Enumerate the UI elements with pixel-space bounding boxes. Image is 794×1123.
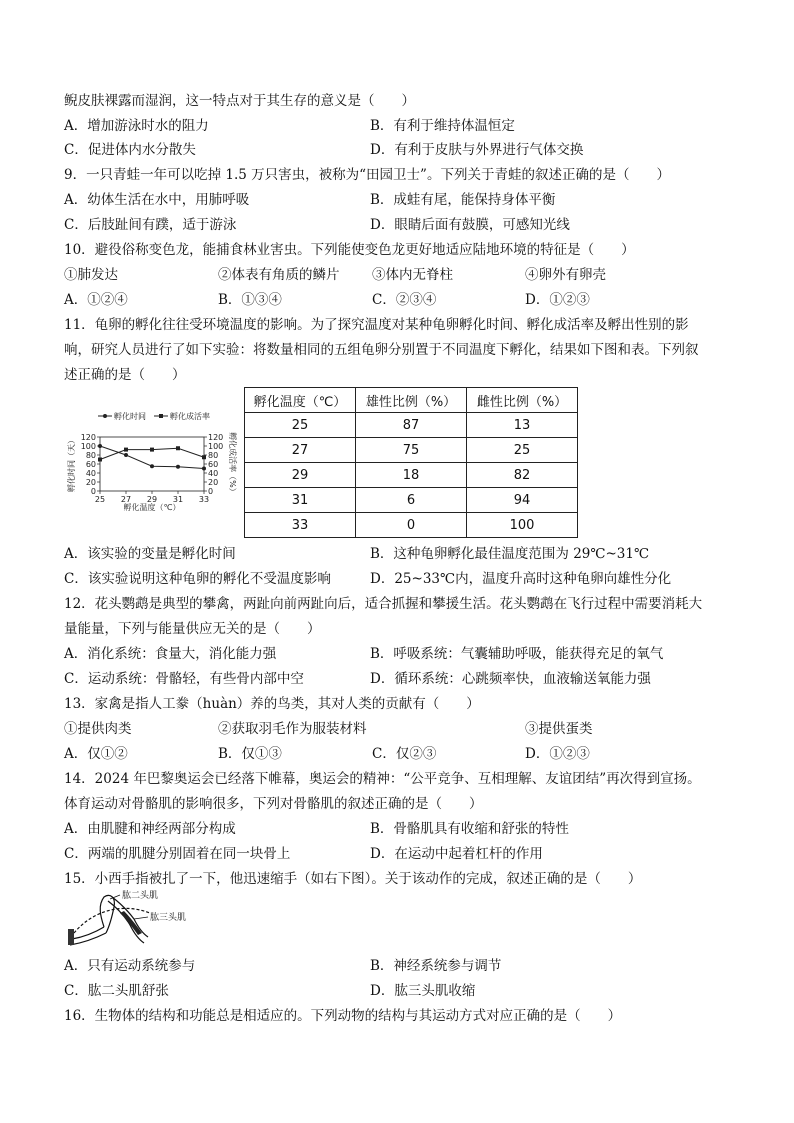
q10-statement-3: ③体内无脊柱: [372, 267, 453, 283]
q14-option-c: C．两端的肌腱分别固着在同一块骨上: [64, 846, 291, 862]
table-cell: 87: [356, 413, 467, 438]
q9-option-a: A．幼体生活在水中，用肺呼吸: [64, 192, 250, 208]
legend-label-2: 孵化成活率: [170, 412, 210, 421]
table-cell: 33: [245, 513, 356, 538]
q12-stem-line-1: 12．花头鹦鹉是典型的攀禽，两趾向前两趾向后，适合抓握和攀援生活。花头鹦鹉在飞行过程中需要消耗大: [64, 596, 703, 612]
q9-stem: 9．一只青蛙一年可以吃掉 1.5 万只害虫，被称为“田园卫士”。下列关于青蛙的叙述正确的是（ ）: [64, 167, 670, 183]
table-cell: 82: [467, 463, 578, 488]
table-cell: 0: [356, 513, 467, 538]
series-point-2: [176, 446, 180, 450]
q12-option-b: B．呼吸系统：气囊辅助呼吸，能获得充足的氧气: [370, 646, 664, 662]
table-row: [245, 438, 578, 463]
x-tick-label: 27: [120, 495, 132, 504]
q11-stem-line-1: 11．龟卵的孵化往往受环境温度的影响。为了探究温度对某种龟卵孵化时间、孵化成活率及孵出性别的影: [64, 317, 689, 333]
q13-option-a: A．仅①②: [64, 746, 128, 762]
y-left-tick-label: 0: [90, 487, 96, 496]
q11-option-a: A．该实验的变量是孵化时间: [64, 546, 236, 562]
q15-stem: 15．小西手指被扎了一下，他迅速缩手（如右下图）。关于该动作的完成，叙述正确的是（ ）: [64, 871, 642, 887]
q13-option-d: D．①②③: [525, 746, 590, 762]
q11-option-c: C．该实验说明这种龟卵的孵化不受温度影响: [64, 571, 331, 587]
q10-option-a: A．①②④: [64, 292, 128, 308]
q10-statement-4: ④卵外有卵壳: [525, 267, 606, 283]
q13-statement-1: ①提供肉类: [64, 721, 132, 737]
table-cell: 13: [467, 413, 578, 438]
y-left-tick-label: 120: [80, 433, 96, 442]
q14-stem-line-2: 体育运动对骨骼肌的影响很多，下列对骨骼肌的叙述正确的是（ ）: [64, 796, 483, 812]
q12-option-a: A．消化系统：食量大，消化能力强: [64, 646, 277, 662]
hatching-chart: [64, 409, 240, 513]
y-right-tick-label: 0: [208, 487, 214, 496]
table-cell: 25: [245, 413, 356, 438]
y-left-tick-label: 40: [85, 469, 96, 478]
q8-option-c: C．促进体内水分散失: [64, 142, 196, 158]
legend-marker-2: [159, 414, 163, 418]
legend-label-1: 孵化时间: [114, 412, 146, 421]
series-point-1: [124, 453, 128, 457]
table-cell: 75: [356, 438, 467, 463]
q12-option-d: D．循环系统：心跳频率快，血液输送氧能力强: [370, 671, 651, 687]
series-point-2: [124, 448, 128, 452]
table-header-cell: 雄性比例（%）: [356, 388, 467, 413]
q12-option-c: C．运动系统：骨骼轻，有些骨内部中空: [64, 671, 304, 687]
q13-statement-3: ③提供蛋类: [525, 721, 593, 737]
q9-option-b: B．成蛙有尾，能保持身体平衡: [370, 192, 556, 208]
series-point-2: [150, 448, 154, 452]
series-point-2: [98, 458, 102, 462]
q15-option-c: C．肱二头肌舒张: [64, 983, 169, 999]
q10-statement-2: ②体表有角质的鳞片: [218, 267, 340, 283]
table-cell: 94: [467, 488, 578, 513]
q16-stem: 16．生物体的结构和功能总是相适应的。下列动物的结构与其运动方式对应正确的是（ ）: [64, 1008, 622, 1024]
triceps-label: 肱三头肌: [150, 913, 187, 923]
q13-option-c: C．仅②③: [372, 746, 437, 762]
table-row: [245, 488, 578, 513]
q11-option-d: D．25~33℃内，温度升高时这种龟卵向雄性分化: [370, 571, 672, 587]
series-point-1: [150, 464, 154, 468]
q14-stem-line-1: 14．2024 年巴黎奥运会已经落下帷幕，奥运会的精神：“公平竞争、互相理解、友谊团结”再次得到宣扬。: [64, 771, 701, 787]
table-cell: 25: [467, 438, 578, 463]
table-header-cell: 孵化温度（℃）: [245, 388, 356, 413]
q11-stem-line-3: 述正确的是（ ）: [64, 367, 186, 383]
table-cell: 31: [245, 488, 356, 513]
table-header-row: [245, 388, 578, 413]
q11-option-b: B．这种龟卵孵化最佳温度范围为 29℃~31℃: [370, 546, 650, 562]
plot-frame: [100, 437, 204, 491]
q8-option-a: A．增加游泳时水的阻力: [64, 118, 209, 134]
x-axis-label: 孵化温度（℃）: [123, 503, 181, 512]
y-right-tick-label: 80: [208, 451, 219, 460]
q14-option-a: A．由肌腱和神经两部分构成: [64, 821, 236, 837]
y-left-axis-label: 孵化时间（天）: [67, 436, 76, 492]
q8-option-d: D．有利于皮肤与外界进行气体交换: [370, 142, 584, 158]
table-row: [245, 513, 578, 538]
x-tick-label: 25: [94, 495, 106, 504]
legend-marker-1: [103, 414, 107, 418]
biceps-label: 肱二头肌: [122, 891, 159, 901]
q9-option-d: D．眼睛后面有鼓膜，可感知光线: [370, 217, 570, 233]
table-cell: 6: [356, 488, 467, 513]
q9-option-c: C．后肢趾间有蹼，适于游泳: [64, 217, 237, 233]
x-tick-label: 31: [172, 495, 184, 504]
q10-option-d: D．①②③: [525, 292, 590, 308]
q14-option-d: D．在运动中起着杠杆的作用: [370, 846, 543, 862]
table-cell: 29: [245, 463, 356, 488]
x-tick-label: 29: [146, 495, 158, 504]
x-tick-label: 33: [198, 495, 210, 504]
q10-statement-1: ①肺发达: [64, 267, 118, 283]
arm-muscle-figure: [64, 889, 194, 949]
q12-stem-line-2: 量能量，下列与能量供应无关的是（ ）: [64, 621, 321, 637]
sex-ratio-table: [244, 387, 578, 538]
q14-option-b: B．骨骼肌具有收缩和舒张的特性: [370, 821, 569, 837]
q13-statement-2: ②获取羽毛作为服装材料: [218, 721, 367, 737]
series-point-1: [176, 465, 180, 469]
table-row: [245, 413, 578, 438]
q10-stem: 10．避役俗称变色龙，能捕食林业害虫。下列能使变色龙更好地适应陆地环境的特征是（ ）: [64, 242, 635, 258]
y-right-tick-label: 40: [208, 469, 219, 478]
table-row: [245, 463, 578, 488]
y-left-tick-label: 100: [80, 442, 96, 451]
y-right-tick-label: 100: [208, 442, 224, 451]
q13-option-b: B．仅①③: [218, 746, 282, 762]
series-point-1: [202, 467, 206, 471]
q11-stem-line-2: 响，研究人员进行了如下实验：将数量相同的五组龟卵分别置于不同温度下孵化，结果如下图和表。下列叙: [64, 342, 699, 358]
y-right-tick-label: 120: [208, 433, 224, 442]
q15-option-a: A．只有运动系统参与: [64, 958, 196, 974]
q10-option-c: C．②③④: [372, 292, 437, 308]
table-cell: 18: [356, 463, 467, 488]
q15-option-b: B．神经系统参与调节: [370, 958, 502, 974]
table-header-cell: 雌性比例（%）: [467, 388, 578, 413]
y-right-tick-label: 20: [208, 478, 219, 487]
q13-stem: 13．家禽是指人工豢（huàn）养的鸟类，其对人类的贡献有（ ）: [64, 696, 480, 712]
series-point-2: [202, 455, 206, 459]
y-left-tick-label: 60: [85, 460, 96, 469]
y-left-tick-label: 80: [85, 451, 96, 460]
series-point-1: [98, 444, 102, 448]
q15-option-d: D．肱三头肌收缩: [370, 983, 476, 999]
y-right-tick-label: 60: [208, 460, 219, 469]
q10-option-b: B．①③④: [218, 292, 282, 308]
q8-option-b: B．有利于维持体温恒定: [370, 118, 515, 134]
y-left-tick-label: 20: [85, 478, 96, 487]
table-cell: 27: [245, 438, 356, 463]
table-cell: 100: [467, 513, 578, 538]
y-right-axis-label: 孵化成活率（%）: [228, 432, 237, 496]
q8-stem-end: 鲵皮肤裸露而湿润，这一特点对于其生存的意义是（ ）: [64, 93, 415, 109]
